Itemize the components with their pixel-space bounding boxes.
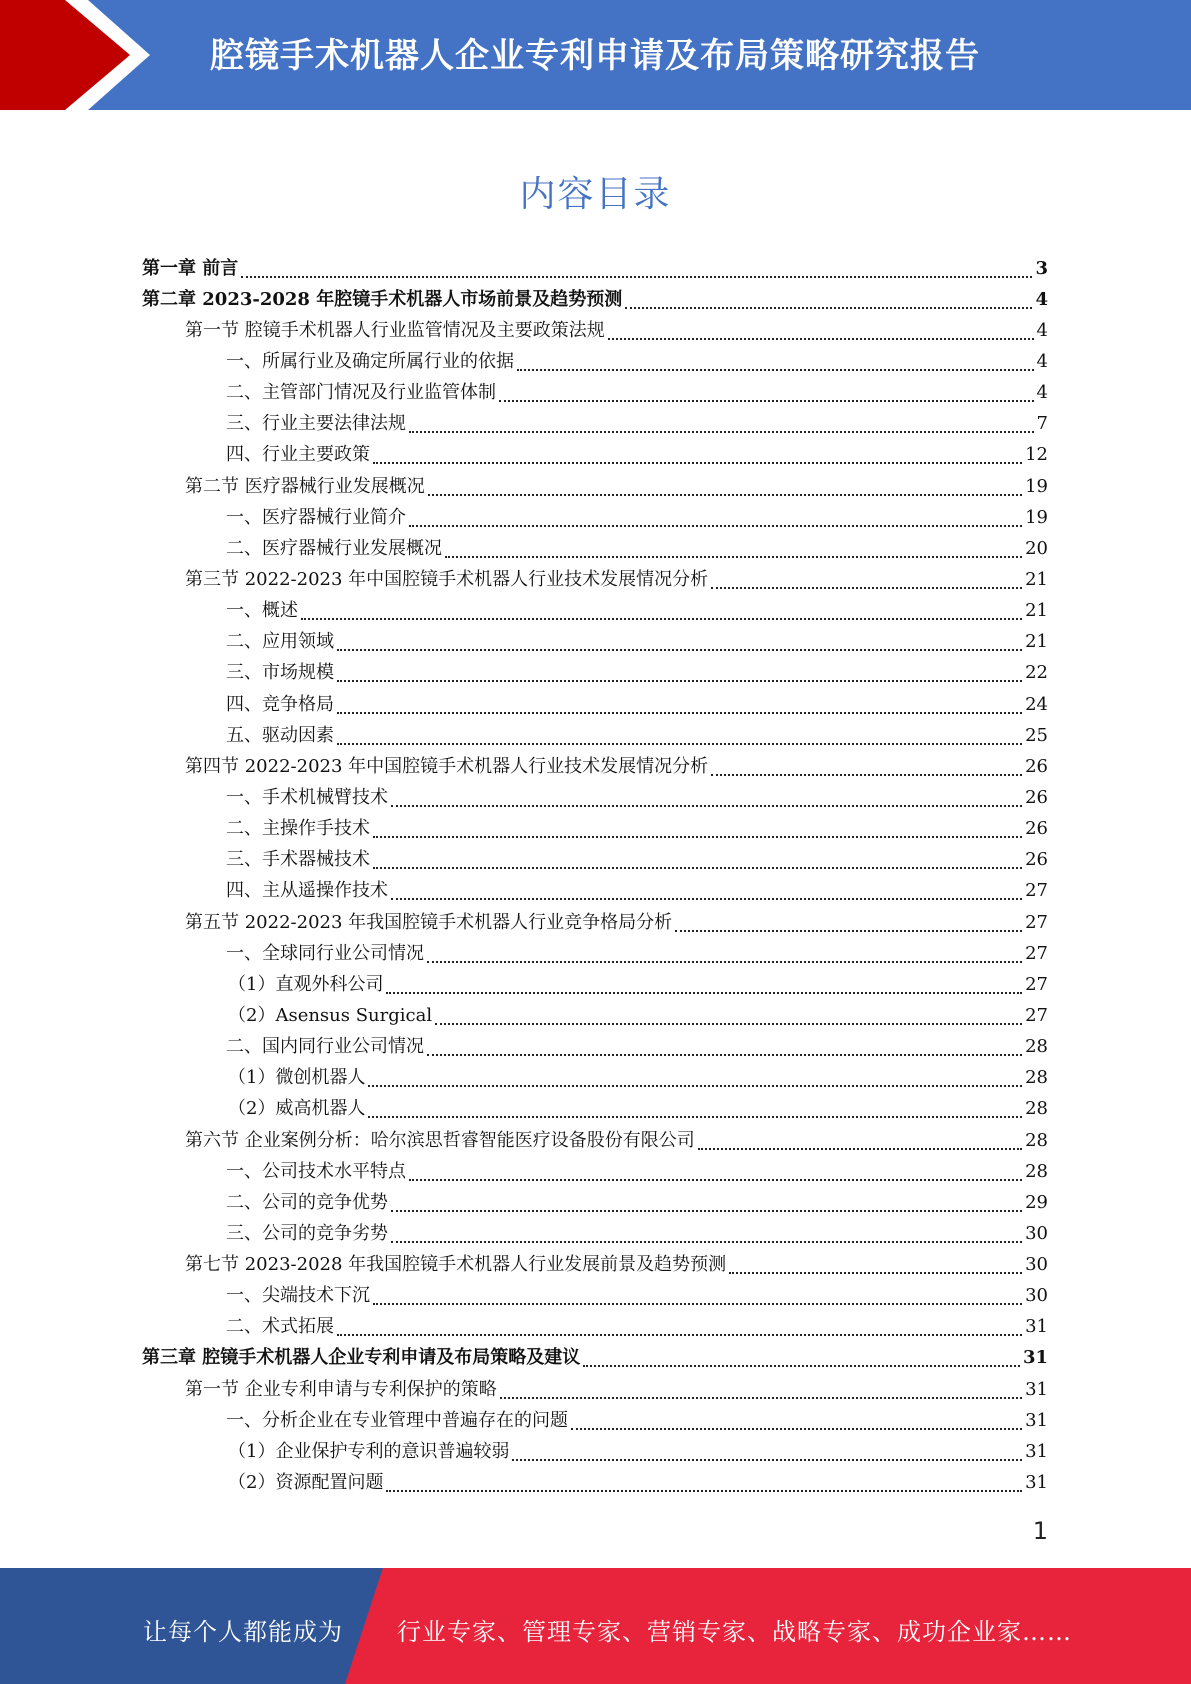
- toc-entry[interactable]: [142, 658, 1048, 689]
- toc-dot-leader: [427, 1054, 1022, 1056]
- toc-entry-title: 四、竞争格局: [226, 693, 334, 715]
- toc-entry[interactable]: [142, 596, 1048, 627]
- toc-entry-page: 25: [1025, 724, 1048, 746]
- page-number: 1: [1032, 1517, 1048, 1545]
- toc-entry[interactable]: [142, 782, 1048, 813]
- toc-entry-page: 4: [1035, 288, 1048, 310]
- toc-entry-page: 27: [1025, 911, 1048, 933]
- toc-entry-page: 28: [1025, 1067, 1048, 1089]
- toc-entry-title: 第一章 前言: [142, 257, 239, 279]
- toc-entry[interactable]: [142, 1187, 1048, 1218]
- toc-entry[interactable]: [142, 1032, 1048, 1063]
- toc-entry-title: 二、国内同行业公司情况: [226, 1036, 424, 1058]
- toc-entry-page: 24: [1025, 693, 1048, 715]
- toc-entry-title: 五、驱动因素: [226, 724, 334, 746]
- toc-entry-page: 27: [1025, 973, 1048, 995]
- toc-dot-leader: [386, 992, 1022, 994]
- toc-entry-title: （2）Asensus Surgical: [228, 1004, 433, 1026]
- toc-entry-page: 31: [1025, 1440, 1048, 1462]
- toc-dot-leader: [729, 1272, 1022, 1274]
- toc-entry[interactable]: [142, 814, 1048, 845]
- toc-entry[interactable]: [142, 627, 1048, 658]
- toc-entry-title: 四、行业主要政策: [226, 444, 370, 466]
- footer-slogan-left: 让每个人都能成为: [143, 1618, 343, 1646]
- toc-entry[interactable]: [142, 1250, 1048, 1281]
- toc-entry-title: 第三章 腔镜手术机器人企业专利申请及布局策略及建议: [142, 1347, 581, 1369]
- toc-entry-page: 29: [1025, 1191, 1048, 1213]
- toc-dot-leader: [427, 961, 1022, 963]
- toc-dot-leader: [445, 556, 1022, 558]
- toc-entry-page: 31: [1025, 1409, 1048, 1431]
- toc-entry-title: 第六节 企业案例分析：哈尔滨思哲睿智能医疗设备股份有限公司: [185, 1129, 695, 1151]
- toc-entry-title: 一、尖端技术下沉: [226, 1285, 370, 1307]
- toc-entry-title: 第四节 2022-2023 年中国腔镜手术机器人行业技术发展情况分析: [185, 755, 709, 777]
- toc-entry[interactable]: [142, 471, 1048, 502]
- toc-dot-leader: [386, 1490, 1022, 1492]
- toc-entry[interactable]: [142, 1000, 1048, 1031]
- toc-dot-leader: [512, 1459, 1022, 1461]
- toc-dot-leader: [373, 462, 1022, 464]
- toc-entry[interactable]: [142, 751, 1048, 782]
- toc-entry-title: （2）威高机器人: [228, 1098, 366, 1120]
- toc-entry-title: 第一节 腔镜手术机器人行业监管情况及主要政策法规: [185, 319, 605, 341]
- toc-entry[interactable]: [142, 1312, 1048, 1343]
- toc-entry-title: 一、分析企业在专业管理中普遍存在的问题: [226, 1409, 568, 1431]
- toc-entry-title: 二、医疗器械行业发展概况: [226, 537, 442, 559]
- toc-entry-title: 三、公司的竞争劣势: [226, 1222, 388, 1244]
- toc-dot-leader: [391, 898, 1022, 900]
- toc-entry-title: 一、医疗器械行业简介: [226, 506, 406, 528]
- toc-entry-title: 一、公司技术水平特点: [226, 1160, 406, 1182]
- toc-dot-leader: [625, 307, 1032, 309]
- toc-entry[interactable]: [142, 1156, 1048, 1187]
- toc-dot-leader: [368, 1116, 1022, 1118]
- toc-title: 内容目录: [519, 174, 672, 215]
- toc-entry-page: 21: [1025, 600, 1048, 622]
- toc-entry[interactable]: [142, 346, 1048, 377]
- toc-entry[interactable]: [142, 1436, 1048, 1467]
- toc-entry[interactable]: [142, 1374, 1048, 1405]
- toc-entry-title: （1）直观外科公司: [228, 973, 384, 995]
- toc-dot-leader: [608, 338, 1034, 340]
- toc-dot-leader: [711, 587, 1022, 589]
- toc-dot-leader: [409, 1179, 1022, 1181]
- toc-entry[interactable]: [142, 876, 1048, 907]
- toc-entry[interactable]: [142, 689, 1048, 720]
- toc-entry-page: 31: [1025, 1472, 1048, 1494]
- toc-dot-leader: [373, 1303, 1022, 1305]
- toc-dot-leader: [337, 649, 1022, 651]
- toc-entry-page: 28: [1025, 1129, 1048, 1151]
- toc-entry[interactable]: [142, 1218, 1048, 1249]
- toc-entry-page: 30: [1025, 1222, 1048, 1244]
- header-banner: [0, 0, 1191, 110]
- toc-entry-page: 26: [1025, 849, 1048, 871]
- toc-entry-title: 一、所属行业及确定所属行业的依据: [226, 350, 514, 372]
- toc-entry-page: 19: [1025, 475, 1048, 497]
- toc-entry[interactable]: [142, 907, 1048, 938]
- toc-entry[interactable]: [142, 409, 1048, 440]
- toc-entry[interactable]: [142, 564, 1048, 595]
- toc-dot-leader: [337, 680, 1022, 682]
- toc-entry-page: 21: [1025, 568, 1048, 590]
- toc-entry[interactable]: [142, 1405, 1048, 1436]
- toc-entry-page: 4: [1036, 382, 1048, 404]
- toc-entry-title: 三、市场规模: [226, 662, 334, 684]
- toc-dot-leader: [571, 1428, 1022, 1430]
- toc-entry-page: 28: [1025, 1098, 1048, 1120]
- toc-dot-leader: [301, 618, 1022, 620]
- toc-dot-leader: [373, 836, 1022, 838]
- toc-entry[interactable]: [142, 315, 1048, 346]
- toc-entry[interactable]: [142, 1467, 1048, 1498]
- toc-entry-page: 31: [1025, 1316, 1048, 1338]
- toc-entry-page: 22: [1025, 662, 1048, 684]
- toc-entry[interactable]: [142, 720, 1048, 751]
- toc-dot-leader: [337, 1334, 1022, 1336]
- toc-entry[interactable]: [142, 1094, 1048, 1125]
- toc-entry-title: 第七节 2023-2028 年我国腔镜手术机器人行业发展前景及趋势预测: [185, 1254, 727, 1276]
- toc-entry-title: 第三节 2022-2023 年中国腔镜手术机器人行业技术发展情况分析: [185, 568, 709, 590]
- toc-entry-title: 四、主从遥操作技术: [226, 880, 388, 902]
- toc-entry[interactable]: [142, 284, 1048, 315]
- toc-entry-page: 26: [1025, 755, 1048, 777]
- toc-entry[interactable]: [142, 1125, 1048, 1156]
- toc-entry-page: 12: [1025, 444, 1048, 466]
- toc-entry[interactable]: [142, 969, 1048, 1000]
- toc-dot-leader: [675, 930, 1022, 932]
- toc-entry-page: 28: [1025, 1160, 1048, 1182]
- toc-entry-page: 4: [1036, 319, 1048, 341]
- toc-entry-title: 三、手术器械技术: [226, 849, 370, 871]
- toc-entry-page: 26: [1025, 786, 1048, 808]
- toc-dot-leader: [337, 743, 1022, 745]
- toc-entry-title: 三、行业主要法律法规: [226, 413, 406, 435]
- toc-entry-page: 31: [1025, 1378, 1048, 1400]
- toc-entry-title: （2）资源配置问题: [228, 1472, 384, 1494]
- toc-entry-title: 一、概述: [226, 600, 298, 622]
- toc-dot-leader: [391, 1210, 1022, 1212]
- toc-dot-leader: [583, 1365, 1020, 1367]
- toc-dot-leader: [499, 400, 1034, 402]
- toc-entry[interactable]: [142, 1281, 1048, 1312]
- toc-entry[interactable]: [142, 845, 1048, 876]
- toc-entry-title: 二、术式拓展: [226, 1316, 334, 1338]
- toc-entry-page: 27: [1025, 942, 1048, 964]
- toc-entry[interactable]: [142, 1063, 1048, 1094]
- toc-entry-title: 二、主操作手技术: [226, 818, 370, 840]
- toc-entry[interactable]: [142, 440, 1048, 471]
- toc-entry[interactable]: [142, 1343, 1048, 1374]
- toc-entry-title: 第五节 2022-2023 年我国腔镜手术机器人行业竞争格局分析: [185, 911, 673, 933]
- footer-banner: [0, 1568, 1191, 1684]
- toc-entry-title: 一、手术机械臂技术: [226, 786, 388, 808]
- toc-entry-page: 27: [1025, 880, 1048, 902]
- toc-entry-page: 27: [1025, 1004, 1048, 1026]
- toc-dot-leader: [711, 774, 1022, 776]
- toc-dot-leader: [428, 494, 1022, 496]
- toc-entry-page: 21: [1025, 631, 1048, 653]
- toc-entry-title: 二、公司的竞争优势: [226, 1191, 388, 1213]
- toc-entry-page: 30: [1025, 1285, 1048, 1307]
- toc-entry-title: 二、应用领域: [226, 631, 334, 653]
- toc-dot-leader: [368, 1085, 1022, 1087]
- toc-entry[interactable]: [142, 533, 1048, 564]
- toc-entry-title: （1）微创机器人: [228, 1067, 366, 1089]
- toc-entry-title: 一、全球同行业公司情况: [226, 942, 424, 964]
- toc-dot-leader: [391, 1241, 1022, 1243]
- toc-dot-leader: [241, 276, 1032, 278]
- toc-entry-page: 3: [1035, 257, 1048, 279]
- toc-entry-title: 第一节 企业专利申请与专利保护的策略: [185, 1378, 497, 1400]
- toc-dot-leader: [517, 369, 1034, 371]
- toc-dot-leader: [435, 1023, 1022, 1025]
- toc-entry[interactable]: [142, 253, 1048, 284]
- toc-entry-title: 二、主管部门情况及行业监管体制: [226, 382, 496, 404]
- toc-dot-leader: [373, 867, 1022, 869]
- toc-entry-page: 30: [1025, 1254, 1048, 1276]
- toc-dot-leader: [409, 525, 1022, 527]
- footer-slogan-right: 行业专家、管理专家、营销专家、战略专家、成功企业家……: [397, 1618, 1072, 1646]
- toc-entry-page: 28: [1025, 1036, 1048, 1058]
- toc-entry-page: 7: [1036, 413, 1048, 435]
- report-title: 腔镜手术机器人企业专利申请及布局策略研究报告: [210, 36, 980, 76]
- toc-dot-leader: [391, 805, 1022, 807]
- toc-entry-title: 第二节 医疗器械行业发展概况: [185, 475, 425, 497]
- toc-dot-leader: [337, 712, 1022, 714]
- toc-entry[interactable]: [142, 378, 1048, 409]
- toc-dot-leader: [409, 431, 1034, 433]
- toc-dot-leader: [698, 1148, 1022, 1150]
- toc-entry-page: 31: [1022, 1347, 1048, 1369]
- toc-entry[interactable]: [142, 938, 1048, 969]
- toc-entry-page: 20: [1025, 537, 1048, 559]
- toc-dot-leader: [500, 1397, 1022, 1399]
- toc-entry-page: 26: [1025, 818, 1048, 840]
- toc-entry-page: 4: [1036, 350, 1048, 372]
- toc-entry[interactable]: [142, 502, 1048, 533]
- toc-entry-title: （1）企业保护专利的意识普遍较弱: [228, 1440, 510, 1462]
- table-of-contents: [142, 253, 1048, 1499]
- toc-entry-page: 19: [1025, 506, 1048, 528]
- toc-entry-title: 第二章 2023-2028 年腔镜手术机器人市场前景及趋势预测: [142, 288, 623, 310]
